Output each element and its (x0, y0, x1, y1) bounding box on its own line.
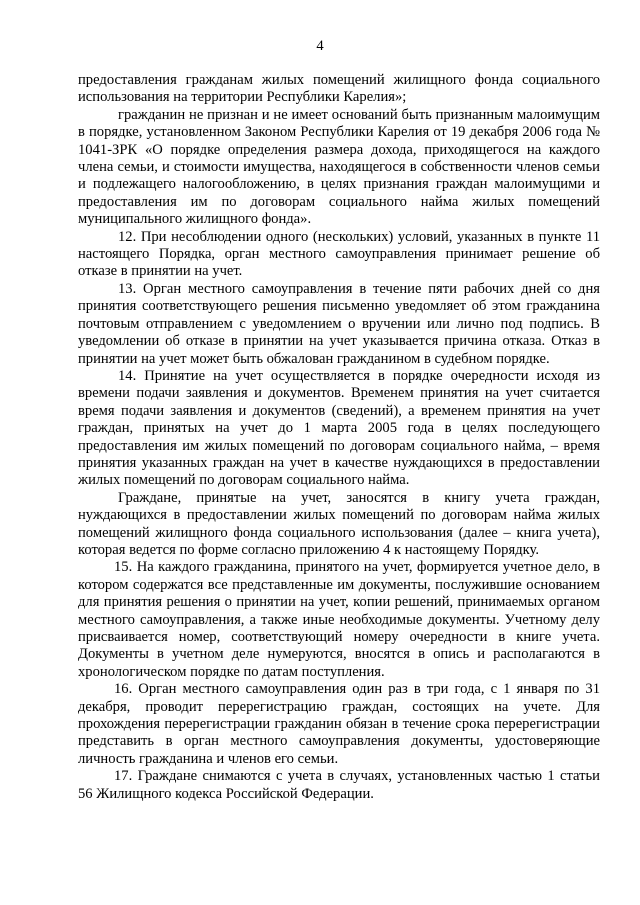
paragraph-condition-not-low-income: гражданин не признан и не имеет оснований быть признанным малоимущим в порядке, установленном Законом Республики Карелия от 19 декабря 2006 года № 1041-ЗРК «О порядке определения размера дохода, приходящегося на каждого члена семьи, и стоимости имущества, находящегося в собственности членов семьи и подлежащего налогообложению, в целях признания граждан малоимущими и предоставления им по договорам социального найма жилых помещений муниципального жилищного фонда». (78, 106, 600, 228)
document-body (78, 72, 600, 803)
paragraph-12: 12. При несоблюдении одного (нескольких) условий, указанных в пункте 11 настоящего Порядка, орган местного самоуправления принимает решение об отказе в принятии на учет. (78, 228, 600, 280)
paragraph-17: 17. Граждане снимаются с учета в случаях, установленных частью 1 статьи 56 Жилищного кодекса Российской Федерации. (78, 768, 600, 802)
paragraph-continuation: предоставления гражданам жилых помещений жилищного фонда социального использования на территории Республики Карелия»; (78, 72, 600, 106)
paragraph-13: 13. Орган местного самоуправления в течение пяти рабочих дней со дня принятия соответствующего решения письменно уведомляет об этом гражданина почтовым отправлением с уведомлением о вручении или лично под подпись. В уведомлении об отказе в принятии на учет указывается причина отказа. Отказ в принятии на учет может быть обжалован гражданином в судебном порядке. (78, 280, 600, 367)
paragraph-14: 14. Принятие на учет осуществляется в порядке очередности исходя из времени подачи заявления и документов. Временем принятия на учет считается время подачи заявления и документов (сведений), а временем принятия на учет граждан, принятых на учет до 1 марта 2005 года в целях последующего предоставления им жилых помещений по договорам социального найма, – время принятия указанных граждан на учет в качестве нуждающихся в предоставлении жилых помещений по договорам социального найма. (78, 367, 600, 489)
paragraph-16: 16. Орган местного самоуправления один раз в три года, с 1 января по 31 декабря, проводит перерегистрацию граждан, состоящих на учете. Для прохождения перерегистрации гражданин обязан в течение срока перерегистрации представить в орган местного самоуправления документы, удостоверяющие личность гражданина и членов его семьи. (78, 681, 600, 767)
paragraph-registry-book: Граждане, принятые на учет, заносятся в книгу учета граждан, нуждающихся в предоставлении жилых помещений по договорам найма жилых помещений жилищного фонда социального использования (далее – книга учета), которая ведется по форме согласно приложению 4 к настоящему Порядку. (78, 489, 600, 558)
paragraph-15: 15. На каждого гражданина, принятого на учет, формируется учетное дело, в котором содержатся все представленные им документы, послужившие основанием для принятия решения о принятии на учет, копии решений, принимаемых органом местного самоуправления, а также иные необходимые документы. Учетному делу присваивается номер, соответствующий номеру очередности в книге учета. Документы в учетном деле нумеруются, вносятся в опись и располагаются в хронологическом порядке по датам поступления. (78, 559, 600, 680)
page-number: 4 (316, 38, 324, 54)
